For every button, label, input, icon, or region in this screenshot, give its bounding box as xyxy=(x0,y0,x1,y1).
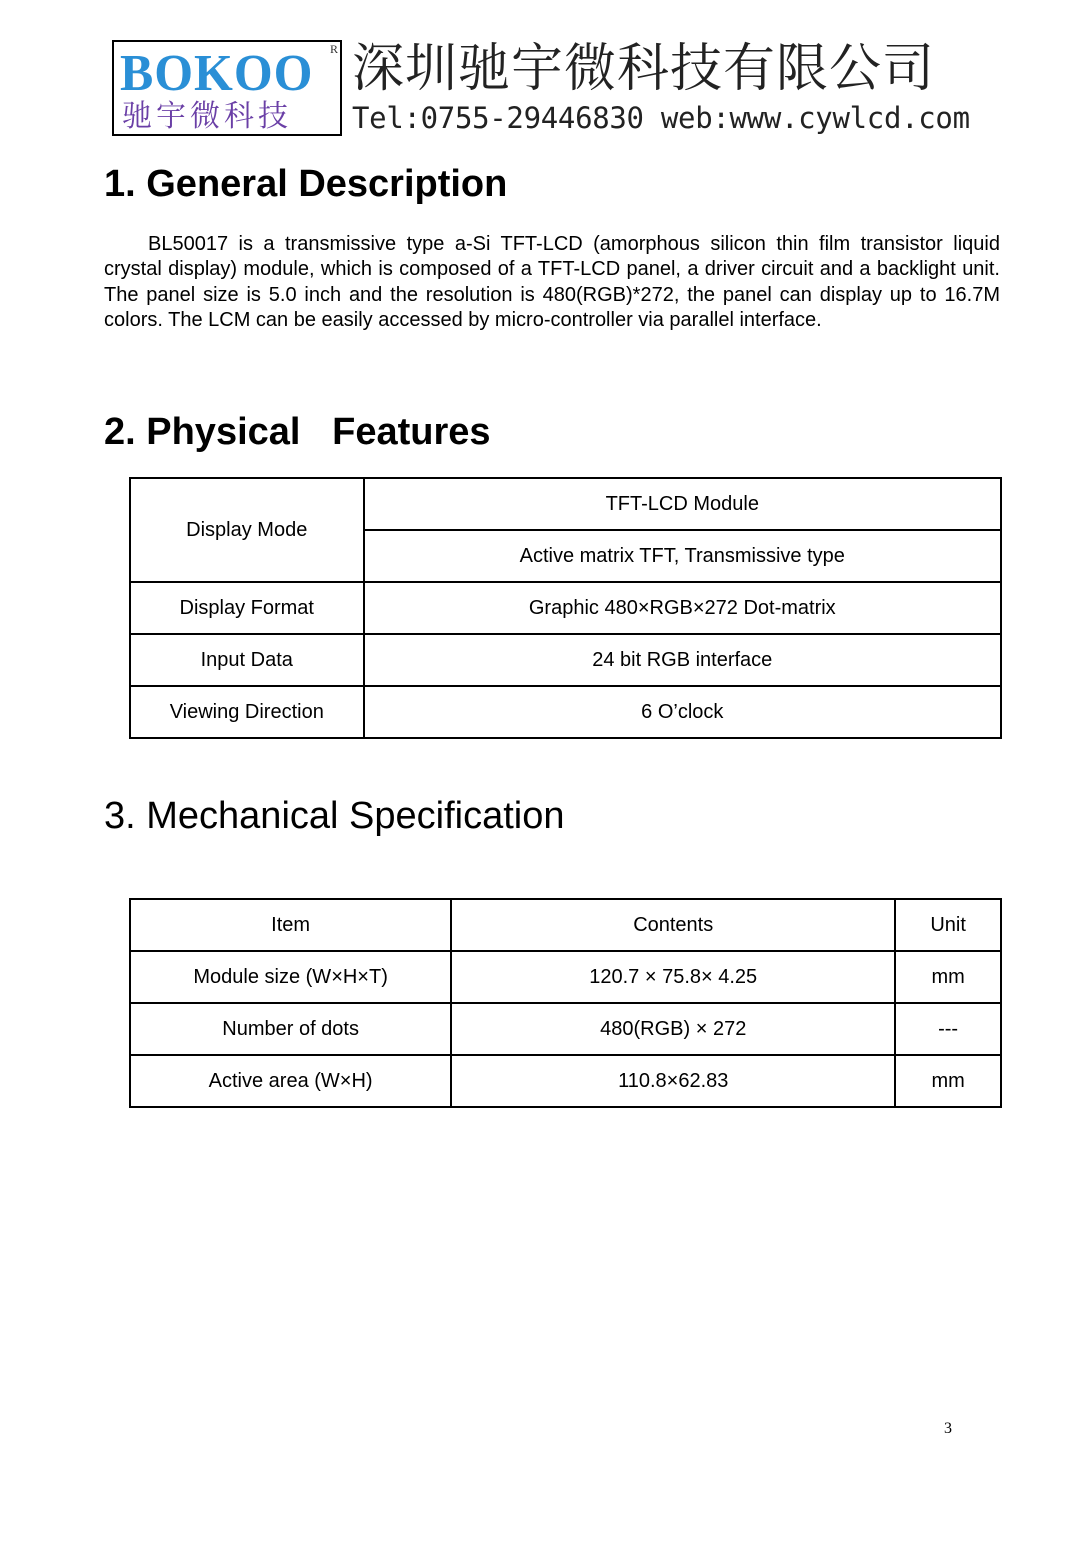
feature-value: Graphic 480×RGB×272 Dot-matrix xyxy=(364,582,1001,634)
general-description-text: BL50017 is a transmissive type a-Si TFT-LCD (amorphous silicon thin film transistor liquid crystal display) module, which is composed of a TFT-LCD panel, a driver circuit and a backlight unit. The panel size is 5.0 inch and the resolution is 480(RGB)*272, the panel can display up to 16.7M colors. The LCM can be easily accessed by micro-controller via parallel interface. xyxy=(104,233,1000,332)
spec-contents: 110.8×62.83 xyxy=(451,1055,895,1107)
table-header-row xyxy=(130,899,1001,951)
feature-value: 24 bit RGB interface xyxy=(364,634,1001,686)
feature-value: TFT-LCD Module xyxy=(364,478,1001,530)
table-row xyxy=(130,582,1001,634)
spec-contents: 120.7 × 75.8× 4.25 xyxy=(451,951,895,1003)
section-title-general-description: 1. General Description xyxy=(104,163,508,205)
logo-chinese-text: 驰宇微科技 xyxy=(122,99,292,134)
spec-item: Number of dots xyxy=(130,1003,451,1055)
company-name: 深圳驰宇微科技有限公司 xyxy=(352,39,936,99)
feature-value: Active matrix TFT, Transmissive type xyxy=(364,530,1001,582)
section-title-physical-features: 2. Physical Features xyxy=(104,411,491,453)
physical-features-table xyxy=(129,477,1002,739)
table-row xyxy=(130,634,1001,686)
logo-latin-text: BOKOO xyxy=(120,45,314,102)
letterhead xyxy=(112,38,1012,140)
spec-item: Active area (W×H) xyxy=(130,1055,451,1107)
table-row xyxy=(130,686,1001,738)
table-row xyxy=(130,1003,1001,1055)
table-row xyxy=(130,951,1001,1003)
feature-label: Display Mode xyxy=(130,478,364,582)
feature-label: Input Data xyxy=(130,634,364,686)
spec-item: Module size (W×H×T) xyxy=(130,951,451,1003)
spec-unit: mm xyxy=(895,1055,1001,1107)
table-row xyxy=(130,1055,1001,1107)
feature-value: 6 O’clock xyxy=(364,686,1001,738)
mechanical-specification-table xyxy=(129,898,1002,1108)
page-number: 3 xyxy=(944,1420,952,1437)
registered-mark: R xyxy=(330,42,339,56)
spec-unit: mm xyxy=(895,951,1001,1003)
column-header-contents: Contents xyxy=(451,899,895,951)
table-row xyxy=(130,478,1001,530)
section-title-mechanical-specification: 3. Mechanical Specification xyxy=(104,795,565,837)
column-header-unit: Unit xyxy=(895,899,1001,951)
feature-label: Display Format xyxy=(130,582,364,634)
column-header-item: Item xyxy=(130,899,451,951)
company-contact: Tel:0755-29446830 web:www.cywlcd.com xyxy=(352,101,970,135)
spec-contents: 480(RGB) × 272 xyxy=(451,1003,895,1055)
feature-label: Viewing Direction xyxy=(130,686,364,738)
spec-unit: --- xyxy=(895,1003,1001,1055)
company-logo xyxy=(112,40,342,136)
